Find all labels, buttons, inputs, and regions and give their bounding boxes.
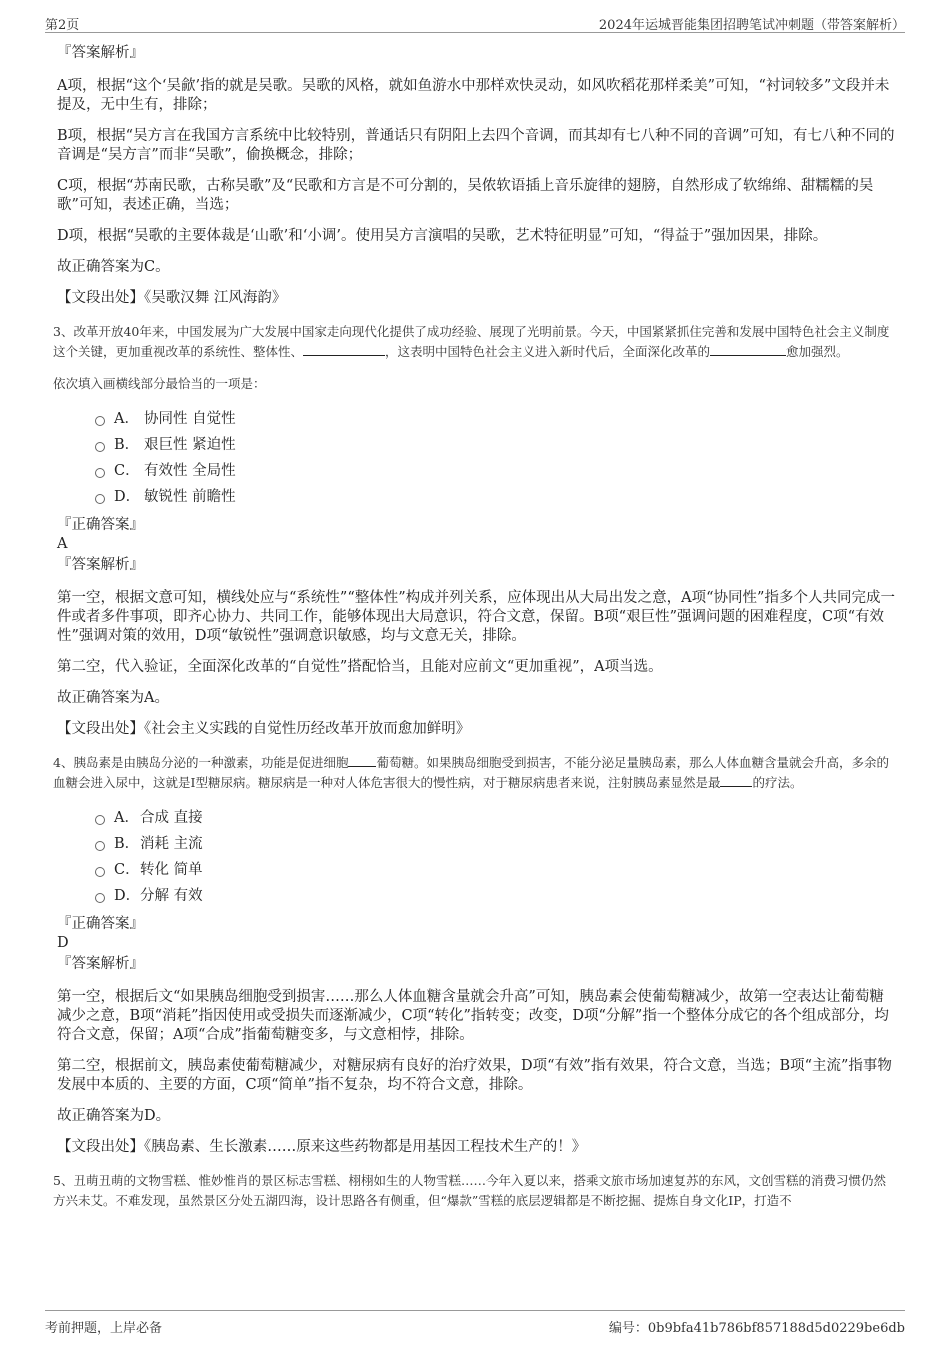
page-header xyxy=(45,10,905,33)
document-title: 2024年运城晋能集团招聘笔试冲刺题（带答案解析） xyxy=(598,18,905,33)
q4-answer-label: 『正确答案』 xyxy=(57,916,144,932)
q2-source: 【文段出处】《吴歌汉舞 江风海韵》 xyxy=(57,290,287,306)
q3-analysis-1: 第一空，根据文意可知，横线处应与“系统性”“整体性”构成并列关系，应体现出从大局出发之意，A项“协同性”指多个人共同完成一件或者多件事项，即齐心协力、共同工作，能够体现出大局意识，符合文意，保留。B项“艰巨性”强调问题的困难程度，C项“有效性”强调对策的效用，D项“敏锐性”强调意识敏感，均与文意无关，排除。 xyxy=(57,590,895,644)
q3-blank-2 xyxy=(710,355,786,356)
main-content xyxy=(53,44,897,1223)
footer-slogan: 考前押题，上岸必备 xyxy=(45,1321,163,1336)
q3-conclusion: 故正确答案为A。 xyxy=(57,690,169,706)
q3-answer-label: 『正确答案』 xyxy=(57,517,144,533)
q3-option-b[interactable]: B． 艰巨性 紧迫性 xyxy=(95,432,897,458)
q2-conclusion: 故正确答案为C。 xyxy=(57,259,170,275)
q3-option-d[interactable]: D． 敏锐性 前瞻性 xyxy=(95,484,897,510)
q4-option-c[interactable]: C． 转化 简单 xyxy=(95,857,897,883)
q3-analysis-label: 『答案解析』 xyxy=(57,557,144,573)
q3-blank-1 xyxy=(303,355,385,356)
q4-analysis-label: 『答案解析』 xyxy=(57,956,144,972)
q2-analysis-label: 『答案解析』 xyxy=(57,45,144,61)
q4-options xyxy=(95,805,897,909)
q5-stem: 5、丑萌丑萌的文物雪糕、惟妙惟肖的景区标志雪糕、栩栩如生的人物雪糕……今年入夏以来，搭乘文旅市场加速复苏的东风，文创雪糕的消费习惯仍然方兴未艾。不难发现，虽然景区分处五湖四海，设计思路各有侧重，但“爆款”雪糕的底层逻辑都是不断挖掘、提炼自身文化IP，打造不 xyxy=(53,1173,886,1208)
document-id: 编号：0b9bfa41b786bf857188d5d0229be6db xyxy=(608,1321,905,1336)
radio-icon[interactable] xyxy=(95,442,105,452)
page-number: 第2页 xyxy=(45,18,80,33)
radio-icon[interactable] xyxy=(95,494,105,504)
q4-option-a[interactable]: A． 合成 直接 xyxy=(95,805,897,831)
q2-analysis-a: A项，根据“这个‘吴歈’指的就是吴歌。吴歌的风格，就如鱼游水中那样欢快灵动，如风吹稻花那样柔美”可知，“衬词较多”文段并未提及，无中生有，排除； xyxy=(57,78,890,113)
q4-option-b[interactable]: B． 消耗 主流 xyxy=(95,831,897,857)
radio-icon[interactable] xyxy=(95,815,105,825)
q2-analysis-d: D项，根据“吴歌的主要体裁是‘山歌’和‘小调’。使用吴方言演唱的吴歌，艺术特征明显”可知，“得益于”强加因果，排除。 xyxy=(57,228,828,244)
radio-icon[interactable] xyxy=(95,468,105,478)
q4-source: 【文段出处】《胰岛素、生长激素……原来这些药物都是用基因工程技术生产的！》 xyxy=(57,1139,587,1155)
page-footer xyxy=(45,1310,905,1335)
q4-option-d[interactable]: D． 分解 有效 xyxy=(95,883,897,909)
q3-options xyxy=(95,406,897,510)
radio-icon[interactable] xyxy=(95,416,105,426)
q2-analysis-b: B项，根据“吴方言在我国方言系统中比较特别，普通话只有阴阳上去四个音调，而其却有七八种不同的音调”可知，有七八种不同的音调是“吴方言”而非“吴歌”，偷换概念，排除； xyxy=(57,128,895,163)
radio-icon[interactable] xyxy=(95,867,105,877)
q4-blank-2 xyxy=(720,786,752,787)
q4-analysis-2: 第二空，根据前文，胰岛素使葡萄糖减少，对糖尿病有良好的治疗效果，D项“有效”指有效果，符合文意，当选；B项“主流”指事物发展中本质的、主要的方面，C项“简单”指不复杂，均不符合文意，排除。 xyxy=(57,1058,892,1093)
q4-blank-1 xyxy=(348,766,376,767)
q4-stem: 4、胰岛素是由胰岛分泌的一种激素，功能是促进细胞 葡萄糖。如果胰岛细胞受到损害，不能分泌足量胰岛素，那么人体血糖含量就会升高，多余的血糖会进入尿中，这就是I型糖尿病。糖尿病是一种对人体危害很大的慢性病，对于糖尿病患者来说，注射胰岛素显然是最 的疗法。 xyxy=(53,755,889,790)
radio-icon[interactable] xyxy=(95,841,105,851)
q3-answer: A xyxy=(57,536,68,552)
q3-stem: 3、改革开放40年来，中国发展为广大发展中国家走向现代化提供了成功经验、展现了光明前景。今天，中国紧紧抓住完善和发展中国特色社会主义制度这个关键，更加重视改革的系统性、整体性、 ，这表明中国特色社会主义进入新时代后，全面深化改革的 愈加强烈。 xyxy=(53,324,890,359)
q4-conclusion: 故正确答案为D。 xyxy=(57,1108,171,1124)
radio-icon[interactable] xyxy=(95,893,105,903)
q3-option-a[interactable]: A． 协同性 自觉性 xyxy=(95,406,897,432)
q4-analysis-1: 第一空，根据后文“如果胰岛细胞受到损害……那么人体血糖含量就会升高”可知，胰岛素会使葡萄糖减少，故第一空表达让葡萄糖减少之意，B项“消耗”指因使用或受损失而逐渐减少，C项“转化”指转变；改变，D项“分解”指一个整体分成它的各个组成部分，均符合文意，保留；A项“合成”指葡萄糖变多，与文意相悖，排除。 xyxy=(57,989,889,1043)
q3-source: 【文段出处】《社会主义实践的自觉性历经改革开放而愈加鲜明》 xyxy=(57,721,471,737)
q3-instruction: 依次填入画横线部分最恰当的一项是： xyxy=(53,376,266,391)
q3-analysis-2: 第二空，代入验证，全面深化改革的“自觉性”搭配恰当，且能对应前文“更加重视”，A项当选。 xyxy=(57,659,663,675)
q2-analysis-c: C项，根据“苏南民歌，古称吴歌”及“民歌和方言是不可分割的，吴侬软语插上音乐旋律的翅膀，自然形成了软绵绵、甜糯糯的吴歌”可知，表述正确，当选； xyxy=(57,178,874,213)
q3-option-c[interactable]: C． 有效性 全局性 xyxy=(95,458,897,484)
q4-answer: D xyxy=(57,935,69,951)
